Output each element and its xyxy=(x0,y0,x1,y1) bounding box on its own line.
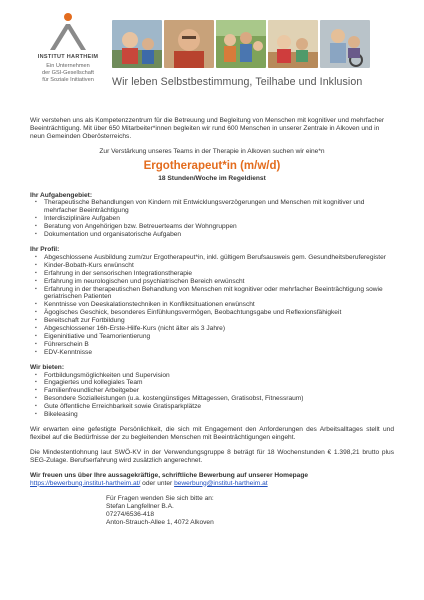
header-photo-strip xyxy=(112,20,370,68)
job-posting xyxy=(30,117,394,527)
logo-name: INSTITUT HARTHEIM xyxy=(37,54,99,60)
logo-subtitle: Ein Unternehmen der GSI-Gesellschaft für Soziale Initiativen xyxy=(42,63,94,83)
apply-block xyxy=(30,472,394,488)
contact-person: Stefan Langfellner B.A. xyxy=(106,503,174,511)
profile-list xyxy=(30,254,394,357)
profile-heading: Ihr Profil: xyxy=(30,245,60,253)
list-item: ▪ Kenntnisse von Deeskalationstechniken in Konfliktsituationen erwünscht xyxy=(30,301,394,309)
list-item: ▪ Beratung von Angehörigen bzw. Betreuerteams der Wohngruppen xyxy=(30,223,394,231)
contact-block xyxy=(106,495,394,527)
expectation-paragraph: Wir erwarten eine gefestigte Persönlichkeit, die sich mit Engagement den Anforderungen des Arbeitsalltages stellt und flexibel auf die Bedürfnisse der zu begleitenden Menschen mit Beeinträchtigungen eingeht. xyxy=(30,426,394,441)
list-item: ▪ Abgeschlossener 16h-Erste-Hilfe-Kurs (nicht älter als 3 Jahre) xyxy=(30,325,394,333)
contact-address: Anton-Strauch-Allee 1, 4072 Alkoven xyxy=(106,519,214,527)
list-item: ▪ Besondere Sozialleistungen (u.a. kostengünstiges Mittagessen, Gratisobst, Fitnessraum) xyxy=(30,395,394,403)
list-item: ▪ Erfahrung in der sensorischen Integrationstherapie xyxy=(30,270,394,278)
job-title: Ergotherapeut*in (m/w/d) xyxy=(143,159,281,172)
job-hours: 18 Stunden/Woche im Regeldienst xyxy=(158,174,266,182)
application-email-link[interactable]: bewerbung@institut-hartheim.at xyxy=(174,479,268,487)
list-item: ▪ EDV-Kenntnisse xyxy=(30,349,394,357)
list-item: ▪ Ägogisches Geschick, besonderes Einfühlungsvermögen, Beobachtungsgabe und Reflexionsfähigkeit xyxy=(30,309,394,317)
list-item: ▪ Engagiertes und kollegiales Team xyxy=(30,379,394,387)
apply-or-text: oder unter xyxy=(140,479,175,487)
apply-text: Wir freuen uns über Ihre aussagekräftige, schriftliche Bewerbung auf unserer Homepage xyxy=(30,471,309,479)
list-item: ▪ Dokumentation und organisatorische Aufgaben xyxy=(30,231,394,239)
photo-caregiver-wheelchair xyxy=(320,20,370,68)
list-item: ▪ Erfahrung in der therapeutischen Behandlung von Menschen mit kognitiver oder mehrfacher Beeinträchtigung sowie geriatrischen Patienten xyxy=(30,286,394,302)
slogan: Wir leben Selbstbestimmung, Teilhabe und Inklusion xyxy=(112,76,363,88)
search-line: Zur Verstärkung unseres Teams in der Therapie in Alkoven suchen wir eine*n xyxy=(99,147,325,155)
tasks-list xyxy=(30,199,394,239)
list-item: ▪ Therapeutische Behandlungen von Kindern mit Entwicklungsverzögerungen und Menschen mit kognitiver und mehrfacher Beeinträchtigung xyxy=(30,199,394,215)
photo-children-playing xyxy=(268,20,318,68)
list-item: ▪ Kinder-Bobath-Kurs erwünscht xyxy=(30,262,394,270)
list-item: ▪ Fortbildungsmöglichkeiten und Supervision xyxy=(30,372,394,380)
photo-smiling-man xyxy=(164,20,214,68)
logo-mark-icon xyxy=(46,12,90,52)
list-item: ▪ Erfahrung im neurologischen und psychiatrischen Bereich erwünscht xyxy=(30,278,394,286)
list-item: ▪ Eigeninitiative und Teamorientierung xyxy=(30,333,394,341)
salary-paragraph: Die Mindestentlohnung laut SWÖ-KV in der Verwendungsgruppe 8 beträgt für 18 Wochenstunden € 1.398,21 brutto plus SEG-Zulage. Berufserfahrung wird zusätzlich angerechnet. xyxy=(30,448,394,464)
list-item: ▪ Gute öffentliche Erreichbarkeit sowie Gratisparkplätze xyxy=(30,403,394,411)
list-item: ▪ Abgeschlossene Ausbildung zum/zur Ergotherapeut*in, inkl. gültigem Berufsausweis gem. Gesundheitsberuferegister xyxy=(30,254,394,262)
list-item: ▪ Familienfreundlicher Arbeitgeber xyxy=(30,387,394,395)
list-item: ▪ Bikeleasing xyxy=(30,411,394,419)
intro-paragraph: Wir verstehen uns als Kompetenzzentrum für die Betreuung und Begleitung von Menschen mit kognitiver und mehrfacher Beeinträchtigung. Mit über 650 Mitarbeiter*innen begleiten wir rund 600 Menschen in unserer Zentrale in Alkoven und in neun Gemeinden Oberösterreichs. xyxy=(30,117,385,140)
page-header xyxy=(0,0,424,105)
contact-phone: 07274/6536-418 xyxy=(106,511,155,519)
list-item: ▪ Interdisziplinäre Aufgaben xyxy=(30,215,394,223)
offer-list xyxy=(30,372,394,419)
list-item: ▪ Bereitschaft zur Fortbildung xyxy=(30,317,394,325)
institut-hartheim-logo[interactable] xyxy=(30,12,106,84)
photo-child-therapy xyxy=(112,20,162,68)
photo-group-outdoor xyxy=(216,20,266,68)
contact-intro: Für Fragen wenden Sie sich bitte an: xyxy=(106,495,214,503)
tasks-heading: Ihr Aufgabengebiet: xyxy=(30,191,93,199)
list-item: ▪ Führerschein B xyxy=(30,341,394,349)
application-url-link[interactable]: https://bewerbung.institut-hartheim.at/ xyxy=(30,479,141,487)
offer-heading: Wir bieten: xyxy=(30,363,65,371)
